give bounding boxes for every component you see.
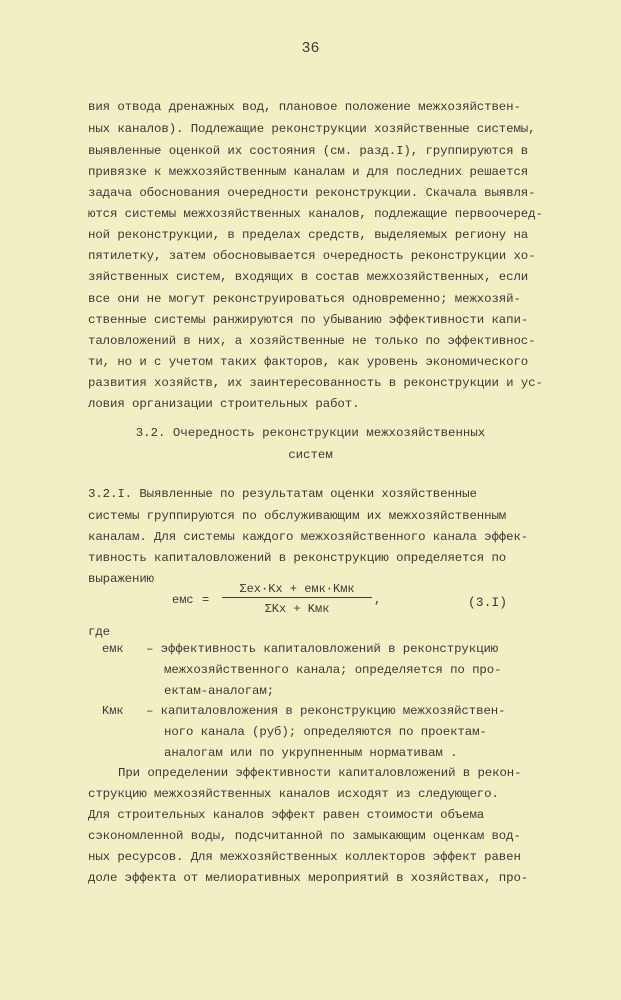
- where-label: где: [88, 625, 111, 639]
- text-line: тивность капиталовложений в реконструкцию определяется по: [88, 551, 507, 565]
- text-line: ной реконструкции, в пределах средств, выделяемых региону на: [88, 228, 529, 242]
- text-line: все они не могут реконструироваться одновременно; межхозяй-: [88, 292, 521, 306]
- formula-comma: ,: [374, 593, 382, 607]
- section-heading-cont: систем: [288, 448, 333, 462]
- text-line: развития хозяйств, их заинтересованность в реконструкции и ус-: [88, 376, 543, 390]
- def-line: межхозяйственного канала; определяется по про-: [164, 663, 502, 677]
- def-symbol: Kмк: [102, 704, 124, 718]
- text-line: таловложений в них, а хозяйственные не только по эффективнос-: [88, 334, 536, 348]
- text-line: привязке к межхозяйственным каналам и для последних решается: [88, 165, 529, 179]
- def-line: аналогам или по укрупненным нормативам .: [164, 746, 458, 760]
- text-line: ловия организации строительных работ.: [88, 397, 360, 411]
- def-symbol: eмк: [102, 642, 124, 656]
- text-line: ственные системы ранжируются по убыванию эффективности капи-: [88, 313, 529, 327]
- text-line: При определении эффективности капиталовложений в рекон-: [118, 766, 522, 780]
- formula-equals: =: [202, 593, 210, 607]
- section-heading: 3.2. Очередность реконструкции межхозяйственных: [135, 426, 486, 440]
- text-line: вия отвода дренажных вод, плановое положение межхозяйствен-: [88, 100, 521, 114]
- text-line: ются системы межхозяйственных каналов, подлежащие первоочеред-: [88, 207, 543, 221]
- text-line: задача обоснования очередности реконструкции. Скачала выявля-: [88, 186, 536, 200]
- def-line: ектам-аналогам;: [164, 684, 275, 698]
- text-line: 3.2.I. Выявленные по результатам оценки хозяйственные: [88, 487, 477, 501]
- text-line: ных ресурсов. Для межхозяйственных коллекторов эффект равен: [88, 850, 521, 864]
- text-line: ных каналов). Подлежащие реконструкции хозяйственные системы,: [88, 122, 536, 136]
- def-line: ного канала (руб); определяются по проектам-: [164, 725, 487, 739]
- text-line: зяйственных систем, входящих в состав межхозяйственных, если: [88, 270, 529, 284]
- text-line: пятилетку, затем обосновывается очередность реконструкции хо-: [88, 249, 536, 263]
- text-line: выражению: [88, 572, 155, 586]
- text-line: струкцию межхозяйственных каналов исходят из следующего.: [88, 787, 499, 801]
- page-number: 36: [301, 40, 320, 57]
- formula-3-1: [172, 582, 552, 622]
- formula-denominator: ΣKх + Kмк: [264, 602, 330, 616]
- text-line: системы группируются по обслуживающим их межхозяйственным: [88, 509, 507, 523]
- text-line: доле эффекта от мелиоративных мероприятий в хозяйствах, про-: [88, 871, 529, 885]
- formula-label: (3.I): [468, 595, 508, 610]
- def-line: – капиталовложения в реконструкцию межхозяйствен-: [146, 704, 506, 718]
- text-line: ти, но и с учетом таких факторов, как уровень экономического: [88, 355, 529, 369]
- text-line: каналам. Для системы каждого межхозяйственного канала эффек-: [88, 530, 529, 544]
- formula-lhs: eмс: [172, 593, 194, 607]
- formula-numerator: Σeх·Kх + eмк·Kмк: [222, 582, 372, 598]
- text-line: сэкономленной воды, подсчитанной по замыкающим оценкам вод-: [88, 829, 521, 843]
- text-line: Для строительных каналов эффект равен стоимости объема: [88, 808, 485, 822]
- text-line: выявленные оценкой их состояния (см. разд.I), группируются в: [88, 144, 529, 158]
- def-line: – эффективность капиталовложений в реконструкцию: [146, 642, 499, 656]
